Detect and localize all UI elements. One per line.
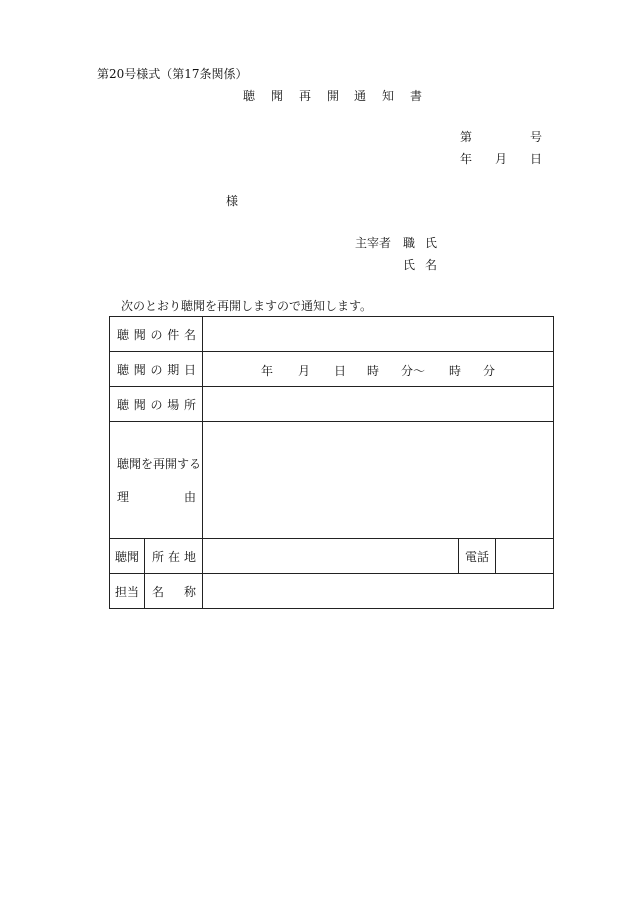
row-label-reopen-reason	[110, 422, 203, 539]
form-number: 第20号様式（第17条関係）	[97, 67, 248, 81]
sender-position-label: 職	[403, 236, 416, 250]
label-char: 件	[167, 327, 180, 342]
table-row	[110, 317, 554, 352]
location-field[interactable]	[203, 539, 459, 574]
title-char: 再	[299, 89, 312, 103]
label-char: 所	[184, 397, 197, 412]
phone-field[interactable]	[496, 539, 554, 574]
hearing-date-field[interactable]	[203, 352, 554, 387]
row-label-location	[145, 539, 203, 574]
sender-name-label: 氏	[425, 236, 438, 250]
number-suffix: 号	[530, 130, 543, 144]
title-char: 聴	[243, 89, 256, 103]
label-char: 聴	[117, 327, 130, 342]
label-char: 在	[168, 549, 181, 564]
reason-label-line: 聴聞を再開する	[117, 457, 202, 471]
name-field[interactable]	[203, 574, 554, 609]
label-char: 聴	[117, 362, 130, 377]
sender-name-label: 名	[425, 258, 438, 272]
title-char: 通	[354, 89, 367, 103]
date-day-unit: 日	[334, 364, 347, 378]
hearing-subject-field[interactable]	[203, 317, 554, 352]
table-row	[110, 574, 554, 609]
row-label-hearing-subject	[110, 317, 203, 352]
title-char: 知	[382, 89, 395, 103]
label-char: の	[150, 397, 163, 412]
table-row	[110, 422, 554, 539]
reopen-reason-field[interactable]	[203, 422, 554, 539]
sender-name-label: 氏	[403, 258, 416, 272]
label-char: 聞	[133, 362, 146, 377]
table-row	[110, 539, 554, 574]
row-group-label: 聴聞	[110, 539, 145, 574]
title-char: 聞	[271, 89, 284, 103]
label-char: の	[150, 362, 163, 377]
label-char: 日	[184, 362, 197, 377]
date-year: 年	[460, 152, 473, 166]
title-char: 開	[327, 89, 340, 103]
title-char: 書	[410, 89, 423, 103]
date-year-unit: 年	[261, 364, 274, 378]
label-char: の	[150, 327, 163, 342]
label-char: 聞	[133, 397, 146, 412]
date-month-unit: 月	[298, 364, 311, 378]
sender-role: 主宰者	[355, 236, 392, 250]
label-char: 名	[184, 327, 197, 342]
time-minute-unit: 分	[483, 364, 496, 378]
date-day: 日	[530, 152, 543, 166]
row-label-name	[145, 574, 203, 609]
label-char: 場	[167, 397, 180, 412]
time-hour-unit: 時	[367, 364, 380, 378]
date-month: 月	[495, 152, 508, 166]
label-char: 称	[184, 584, 197, 599]
table-row	[110, 352, 554, 387]
label-char: 期	[167, 362, 180, 377]
row-group-label: 担当	[110, 574, 145, 609]
label-char: 由	[184, 490, 197, 504]
label-char: 聞	[133, 327, 146, 342]
hearing-form-table	[109, 316, 554, 609]
phone-label: 電話	[459, 539, 496, 574]
recipient-honorific: 様	[226, 194, 239, 208]
label-char: 所	[152, 549, 165, 564]
label-char: 名	[152, 584, 165, 599]
label-char: 地	[184, 549, 197, 564]
label-char: 聴	[117, 397, 130, 412]
row-label-hearing-date	[110, 352, 203, 387]
time-hour-unit: 時	[449, 364, 462, 378]
hearing-place-field[interactable]	[203, 387, 554, 422]
intro-text: 次のとおり聴聞を再開しますので通知します。	[121, 299, 373, 313]
number-prefix: 第	[460, 130, 473, 144]
label-char: 理	[117, 490, 130, 504]
row-label-hearing-place	[110, 387, 203, 422]
table-row	[110, 387, 554, 422]
time-minute-unit: 分～	[401, 364, 426, 378]
